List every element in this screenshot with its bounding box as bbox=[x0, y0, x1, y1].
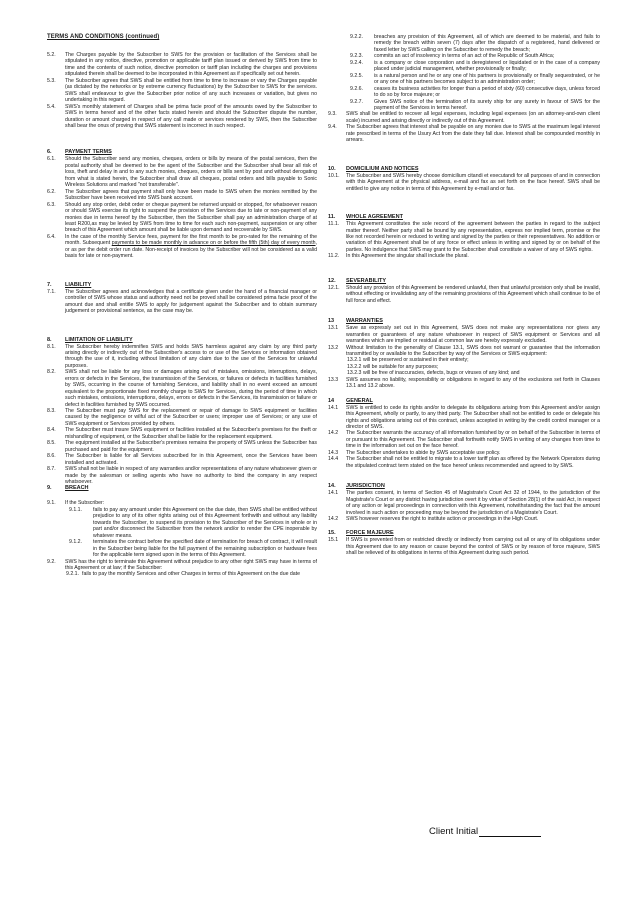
clause-number: 8.3. bbox=[47, 408, 56, 415]
clause-text bbox=[65, 234, 317, 260]
section-heading bbox=[328, 318, 600, 325]
clause-text-underlined: payments to be made monthly in advance on or before the fifth (5th) day of every month bbox=[111, 240, 316, 247]
clause bbox=[47, 559, 317, 572]
section-title: GENERAL bbox=[346, 397, 373, 404]
clause-text: Save as expressly set out in this Agreement, SWS does not make any representations nor gives any warranties or guarantees of any nature whatsoever in respect of SWS equipment or Services and all warranties which are implied or residual at common law are hereby expressly excluded. bbox=[346, 325, 600, 345]
clause-number: 15.1 bbox=[328, 537, 339, 544]
clause bbox=[47, 234, 317, 260]
clause-text: terminates the contract before the specified date of termination for breach of contract, it will result in the Subscriber being liable for the full payment of the remaining subscription or hardware fees for the applicable term signed upon in the terms of this Agreement. bbox=[93, 539, 317, 559]
clause bbox=[47, 408, 317, 427]
clause bbox=[328, 516, 600, 522]
clause-text: SWS's monthly statement of Charges shall be prima facie proof of the amounts owed by the Subscriber to SWS in terms hereof and of the other facts stated herein and should the Subscriber dispute the number, duration or amount charged in respect of any call made or services rendered by SWS, then the Subscriber shall bear the onus of proving that SWS statement is incorrect in such respect. bbox=[65, 103, 317, 129]
sub-clause bbox=[350, 60, 600, 73]
clause bbox=[328, 285, 600, 304]
section-heading bbox=[328, 483, 600, 490]
clause bbox=[47, 453, 317, 466]
clause-text: Should the Subscriber send any monies, cheques, orders or bills by means of the postal services, then the postal authority shall be deemed to be the agent of the Subscriber and the Subscriber shall bear all risk of loss, theft and delay in and to any such monies, cheques, orders or bills sent by post and without derogating from what is stated herein, the Subscriber shall draw all cheques, postal orders and bills payable to Sonic Wireless Solutions and marked "not transferable". bbox=[65, 156, 317, 189]
clause-number: 13.2 bbox=[328, 344, 339, 351]
section-title: LIABILITY bbox=[65, 281, 92, 288]
sub-clause bbox=[69, 507, 317, 539]
right-column bbox=[328, 34, 600, 557]
clause-text: The Subscriber agrees that SWS shall be entitled from time to time to increase or vary the Charges payable (as dictated by the networks or by extreme currency fluctuations) by the Subscriber to SWS for the services. SWS shall endeavour to give the Subscriber prior notice of any such increases or variation, but gives no undertaking in this regard. bbox=[65, 77, 317, 104]
clause-text: SWS however reserves the right to institute action or proceedings in the High Court. bbox=[346, 516, 539, 523]
clause bbox=[328, 377, 600, 390]
clause-text: The Charges payable by the Subscriber to SWS for the provision or facilitation of the Services shall be stipulated in any notice, directive, promotion or applicable tariff plan issued or derived by SWS from time to time and the contents of such notice, directive promotion or tariff plan including the charges and provisions stipulated therein shall be deemed to be incorporated in this Agreement as if specifically set out herein. bbox=[65, 52, 317, 78]
section-heading bbox=[47, 149, 317, 156]
clause bbox=[47, 427, 317, 440]
clause-text: fails to pay the monthly Services and other Charges in terms of this Agreement on the due date bbox=[82, 571, 300, 578]
clause-text: will be preserved or sustained in their entirety; bbox=[363, 357, 469, 364]
clause bbox=[328, 456, 600, 469]
section-title: WARRANTIES bbox=[346, 318, 383, 325]
section-heading bbox=[328, 398, 600, 405]
section-number: 8. bbox=[47, 336, 52, 343]
section-heading bbox=[328, 166, 600, 173]
clause-text: Should any provision of this Agreement be rendered unlawful, then that unlawful provision only shall be invalid, without effecting or invalidating any of the remaining provisions of this Agreement which shall continue to be of full force and effect. bbox=[346, 284, 600, 304]
section-heading bbox=[47, 337, 317, 344]
clause-text: This Agreement constitutes the sole record of the agreement between the parties in regard to the subject matter thereof. Neither party shall be bound by any representation, express nor implied term, promise or the like not recorded herein or reduced to writing and signed by the parties or their representatives. No addition or variation of this Agreement shall be of any force or effect unless in writing and signed by or on behalf of the parties. No indulgence that SWS may grant to the Subscriber shall constitute a waiver of any of SWS rights. bbox=[346, 221, 600, 253]
clause-text: The Subscriber agrees that payment shall only have been made to SWS when the monies remitted by the Subscriber have been received into SWS bank account. bbox=[65, 188, 317, 202]
clause-text: is a natural person and he or any one of his partners is provisionally or finally sequestrated, or he or any one of his partners becomes subject to an administration order; bbox=[374, 72, 600, 86]
clause bbox=[328, 253, 600, 259]
section-title: WHOLE AGREEMENT bbox=[346, 214, 403, 221]
clause-text: If the Subscriber: bbox=[65, 500, 105, 507]
clause bbox=[47, 466, 317, 485]
clause-text: The Subscriber undertakes to abide by SWS acceptable use policy. bbox=[346, 449, 501, 456]
clause bbox=[47, 344, 317, 370]
clause bbox=[328, 537, 600, 556]
clause-text: will be suitable for any purposes; bbox=[363, 363, 439, 370]
clause-text: The Subscriber hereby indemnifies SWS and holds SWS harmless against any claim by any third party arising directly or indirectly out of the Subscriber's access to or use of the Services or information obtained through the use of it, including without limitation of any claim due to the use of the Services for unlawful purposes. bbox=[65, 343, 317, 369]
section-title: SEVERABILITY bbox=[346, 277, 387, 284]
clause-number: 8.4. bbox=[47, 427, 56, 434]
clause-number: 6.3. bbox=[47, 201, 56, 208]
left-column bbox=[47, 34, 317, 578]
client-initial-line bbox=[479, 828, 541, 837]
sub-clause bbox=[350, 86, 600, 99]
clause-text: fails to pay any amount under this Agreement on the due date, then SWS shall be entitled without prejudice to any of its other rights arising out of this Agreement forthwith and without any liability towards the Subscriber, to suspend its provision to the Subscriber of the Services in whole or in part and/or disconnect the Subscriber from the network and/or to render the CPE inoperable by whatever means. bbox=[93, 506, 317, 539]
clause-text: The Subscriber agrees that interest shall be payable on any monies due to SWS at the maximum legal interest rate prescribed in terms of the Usury Act from the date they fall due. Interest shall be compounded monthly in arrears. bbox=[346, 124, 600, 144]
section-title: FORCE MAJEURE bbox=[346, 530, 394, 537]
clause-text: is a company or close corporation and is deregistered or liquidated or in the case of a company placed under judicial management, whether provisionally or finally; bbox=[374, 59, 600, 73]
sub-clause bbox=[66, 571, 317, 577]
clause bbox=[47, 78, 317, 104]
clause-text: If SWS is prevented from or restricted directly or indirectly from carrying out all or any of its obligations under this Agreement due to any reason or cause beyond the control of SWS or by reason of force majeure, SWS shall be relieved of its obligations in terms of this Agreement during such period. bbox=[346, 537, 600, 557]
clause-text: The Subscriber must pay SWS for the replacement or repair of damage to SWS equipment or facilities caused by the negligence or wilful act of the Subscriber or users; improper use of Services; or any use of SWS equipment or Services provided by others. bbox=[65, 408, 317, 427]
clause bbox=[47, 369, 317, 408]
section-number: 11. bbox=[328, 214, 336, 221]
clause-text: ceases its business activities for longer than a period of sixty (60) consecutive days, unless forced to do so by force majeure; or bbox=[374, 85, 600, 99]
section-title: DOMICILIUM AND NOTICES bbox=[346, 165, 419, 172]
clause-number: 13.2.3 bbox=[347, 370, 362, 377]
clause-number: 14.1 bbox=[328, 404, 339, 411]
clause-text: commits an act of insolvency in terms of an act of the Republic of South Africa; bbox=[374, 53, 555, 60]
clause-text: breaches any provision of this Agreement, all of which are deemed to be material, and fails to remedy the breach within seven (7) days after the dispatch of a registered, hand delivered or faxed letter by SWS calling on the Subscriber to remedy the breach; bbox=[374, 34, 600, 53]
clause-text: SWS shall be entitled to recover all legal expenses, including legal expenses (on an attorney-and-own client scale) incurred and arising directly or indirectly out of this Agreement. bbox=[346, 111, 600, 124]
sub-clause bbox=[350, 73, 600, 86]
section-title: BREACH bbox=[65, 485, 89, 492]
clause bbox=[328, 173, 600, 192]
clause-number: 8.7. bbox=[47, 466, 56, 473]
clause-number: 14.2 bbox=[328, 516, 339, 523]
clause bbox=[47, 202, 317, 234]
clause-number: 6.1. bbox=[47, 156, 56, 163]
clause-text-post: , or as per the debit order run date. Non-receipt of invoices by the Subscriber will not be considered as a valid basis for late or non-payment. bbox=[65, 240, 317, 260]
clause-number: 6.4. bbox=[47, 233, 56, 240]
clause-text: SWS shall not be liable in respect of any warranties and/or representations of any nature whatsoever given or made by the salesman or selling agents who have no authority to bind the company in any respect whatsoever. bbox=[65, 466, 317, 486]
clause bbox=[47, 289, 317, 315]
clause-number: 5.3. bbox=[47, 77, 56, 84]
section-heading bbox=[47, 282, 317, 289]
clause-text: The Subscriber agrees and acknowledges that a certificate given under the hand of a financial manager or controller of SWS whose status and authority need not be proved shall be considered prima facie proof of the amount due and shall entitle SWS to apply for judgement against the Subscriber and to obtain summary judgement or provisional sentence, as the case may be. bbox=[65, 288, 317, 315]
section-number: 15. bbox=[328, 530, 336, 537]
clause-number: 10.1. bbox=[328, 172, 340, 179]
clause bbox=[328, 325, 600, 344]
clause-number: 9.2.1. bbox=[66, 571, 79, 578]
clause-number: 7.1. bbox=[47, 288, 56, 295]
sub-clause bbox=[350, 99, 600, 112]
clause-text: The parties consent, in terms of Section 45 of Magistrate's Court Act 32 of 1944, to the jurisdiction of the Magistrate's Court or any district having jurisdiction overt it by virtue of Section 28(1) of the said Act, in respect of any action or legal proceedings in connection with this Agreement, notwithstanding the fact that the amount involved in such action or proceeding may be beyond the jurisdiction of a Magistrate's Court. bbox=[346, 490, 600, 516]
clause-text: Gives SWS notice of the termination of its surety ship for any surety in favour of SWS for the payment of the Services in terms hereof. bbox=[374, 98, 600, 111]
section-number: 13 bbox=[328, 318, 335, 325]
section-title: PAYMENT TERMS bbox=[65, 149, 112, 156]
clause-text: The Subscriber must insure SWS equipment or facilities installed at the Subscriber's premises for the theft or mishandling of equipment, or the Subscriber shall be liable for the replacement equipment. bbox=[65, 427, 317, 440]
section-number: 9. bbox=[47, 485, 52, 492]
section-title: JURISDICTION bbox=[346, 483, 385, 490]
clause-number: 9.2.6. bbox=[350, 85, 363, 92]
clause bbox=[328, 430, 600, 449]
section-heading bbox=[328, 214, 600, 221]
clause-number: 13.2.2 bbox=[347, 363, 362, 370]
clause bbox=[47, 189, 317, 202]
clause-text: SWS shall not be liable for any loss or damages arising out of mistakes, omissions, interruptions, delays, errors or defects in the Services, the transmission of the Services, or failures or defects in facilities furnished by SWS, occurring in the course of furnishing Services, and liability shall in no event exceed an amount equivalent to the proportionate fixed monthly charge to SWS for Services, during the period of time in which such mistakes, omissions, interruptions, delays, errors or defects in the Services, its transmission or failure or defect in facilities furnished by SWS occurred. bbox=[65, 369, 317, 408]
clause-number: 9.1. bbox=[47, 500, 56, 507]
section-number: 6. bbox=[47, 149, 52, 156]
section-number: 14. bbox=[328, 483, 336, 490]
clause bbox=[47, 104, 317, 130]
clause-text-pre: In the case of the monthly Service fees, payment for the first month to be pro-rated for the remaining of the month. Subsequent bbox=[65, 233, 317, 247]
clause bbox=[47, 440, 317, 453]
clause-number: 8.2. bbox=[47, 369, 56, 376]
clause-text: The Subscriber and SWS hereby choose domicilium citandi et executandi for all purposes of and in connection with this Agreement at the physical address, e-mail and fax as set forth on the face hereof. SWS shall be entitled to give any notice in terms of this Agreement by e-mail and or fax. bbox=[346, 172, 600, 192]
clause-number: 9.2.7. bbox=[350, 98, 363, 105]
clause-text: will be free of inaccuracies, defects, bugs or viruses of any kind; and bbox=[363, 370, 520, 377]
clause bbox=[328, 111, 600, 124]
section-heading bbox=[328, 278, 600, 285]
clause-number: 11.1. bbox=[328, 221, 340, 228]
clause-number: 14.1 bbox=[328, 490, 339, 497]
clause bbox=[47, 52, 317, 78]
clause-number: 13.3 bbox=[328, 376, 339, 383]
clause bbox=[328, 405, 600, 431]
section-number: 10. bbox=[328, 165, 336, 172]
clause-number: 5.2. bbox=[47, 52, 56, 58]
clause-number: 14.2 bbox=[328, 430, 339, 437]
clause bbox=[47, 156, 317, 188]
document-title: TERMS AND CONDITIONS (continued) bbox=[47, 34, 160, 40]
clause-number: 9.2. bbox=[47, 558, 56, 565]
section-number: 12. bbox=[328, 277, 336, 284]
clause bbox=[328, 221, 600, 253]
clause-text: The equipment installed at the Subscriber's premises remains the property of SWS unless the Subscriber has purchased and paid for the equipment. bbox=[65, 440, 317, 453]
clause-number: 9.2.5. bbox=[350, 72, 363, 79]
clause-text: SWS assumes no liability, responsibility or obligations in regard to any of the exclusions set forth in Clauses 13.1 and 13.2 above. bbox=[346, 376, 600, 390]
clause-text: Should any stop order, debit order or cheque payment be returned unpaid or stopped, for whatsoever reason or should SWS exercise its right to suspend the provision of the Services due to late or non-payment of any monies due in terms hereof by the Subscriber, then the Subscriber shall pay an administration charge of at least R200,as may be levied by SWS from time to time for each such non-payment, suspension or any other breach of this Agreement which amount shall be liable upon demand and recoverable by SWS. bbox=[65, 201, 317, 234]
clause bbox=[328, 490, 600, 516]
clause-number: 9.1.1. bbox=[69, 506, 82, 513]
clause-text: The Subscriber is liable for all Services subscribed for in this Agreement, once the Services have been installed and activated. bbox=[65, 453, 317, 466]
clause-text: The Subscriber shall not be entitled to migrate to a lower tariff plan as offered by the Network Operators during the stipulated contract term stated on the face hereof unless recommended and agreed to by SWS. bbox=[346, 456, 600, 469]
clause-number: 9.2.4. bbox=[350, 59, 363, 66]
clause-number: 13.1 bbox=[328, 325, 339, 332]
section-heading bbox=[47, 485, 317, 492]
clause-text: The Subscriber warrants the accuracy of all information furnished by or on behalf of the Subscriber in terms of or pursuant to this Agreement. The Subscriber shall forthwith notify SWS in writing of any changes from time to time in the information set out on the face hereof. bbox=[346, 430, 600, 450]
clause-number: 9.1.2. bbox=[69, 539, 82, 546]
clause-number: 9.4. bbox=[328, 124, 337, 131]
section-number: 14 bbox=[328, 397, 335, 404]
clause-number: 11.2. bbox=[328, 253, 340, 260]
clause bbox=[328, 345, 600, 358]
clause-number: 13.2.1 bbox=[347, 357, 362, 364]
clause-number: 6.2. bbox=[47, 188, 56, 195]
section-number: 7. bbox=[47, 281, 52, 288]
clause-number: 12.1. bbox=[328, 284, 340, 291]
clause-number: 9.3. bbox=[328, 111, 337, 118]
clause bbox=[328, 124, 600, 143]
clause-number: 8.5. bbox=[47, 440, 56, 447]
sub-clause bbox=[350, 34, 600, 53]
clause-number: 9.2.2. bbox=[350, 34, 363, 40]
clause-number: 9.2.3. bbox=[350, 53, 363, 60]
client-initial-label: Client Initial bbox=[429, 826, 479, 837]
section-heading bbox=[328, 530, 600, 537]
client-initial-field bbox=[429, 826, 541, 837]
clause-number: 8.6. bbox=[47, 453, 56, 460]
clause-number: 5.4. bbox=[47, 103, 56, 110]
clause-number: 14.3 bbox=[328, 449, 339, 456]
clause-text: Without limitation to the generality of Clause 13.1, SWS does not warrant or guarantee that the information transmitted by or available to the Subscriber by way of the Services or SWS equipment: bbox=[346, 344, 600, 357]
sub-clause bbox=[69, 539, 317, 558]
clause-text: SWS has the right to terminate this Agreement without prejudice to any other right SWS may have in terms of this Agreement or at law; if the Subscriber: bbox=[65, 558, 317, 571]
clause-text: In this Agreement the singular shall include the plural. bbox=[346, 253, 469, 260]
clause-text: SWS is entitled to cede its rights and/or to delegate its obligations arising from this Agreement and/or assign this Agreement, wholly or partly, to any third party. The Subscriber shall not be entitled to cede or delegate his rights and obligations arising out of this contract, unless accepted in writing by the credit control manager or a director of SWS. bbox=[346, 404, 600, 431]
section-title: LIMITATION OF LIABILITY bbox=[65, 336, 133, 343]
clause-number: 8.1. bbox=[47, 343, 56, 350]
clause-number: 14.4 bbox=[328, 456, 339, 463]
